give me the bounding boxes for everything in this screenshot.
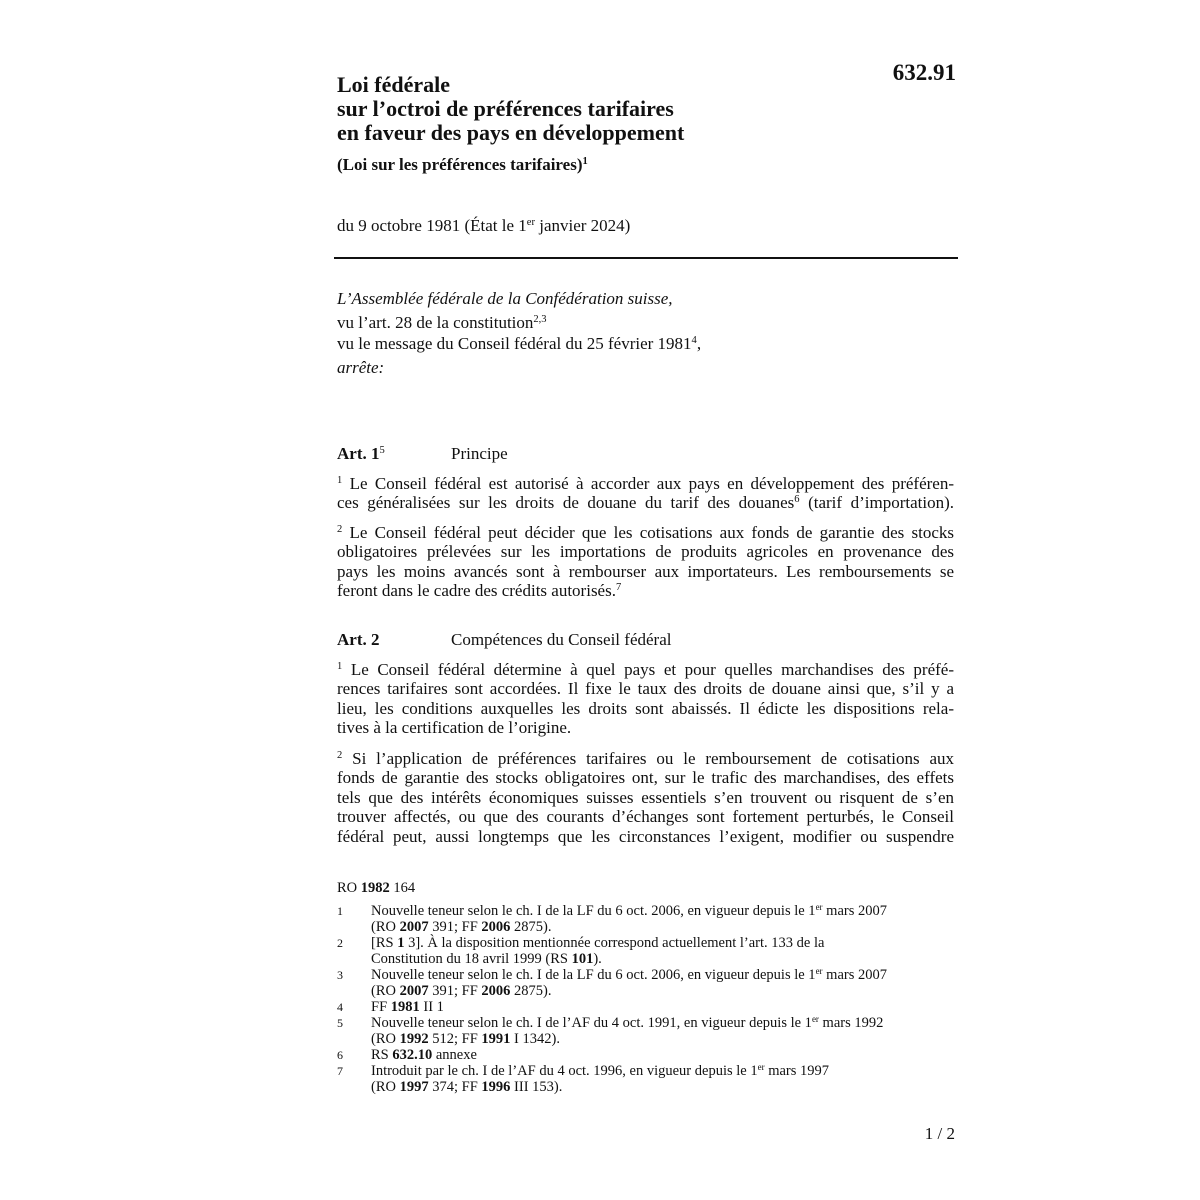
title-divider	[334, 257, 958, 259]
paragraph-number: 1	[337, 661, 343, 673]
footnote-number: 5	[337, 1016, 343, 1030]
paragraph-number: 2	[337, 524, 343, 536]
preamble-message: vu le message du Conseil fédéral du 25 février 1981$^4$,	[337, 334, 702, 353]
footnote-number: 6	[337, 1048, 343, 1062]
paragraph: $^2$ Si l’application de préférences tarifaires ou le remboursement de cotisations aux fonds de garantie des stocks obligatoires ont, sur le trafic des marchandises, des effets tels que des intérêts économiques suisses essentiels s’en trouvent ou risquent de s’en trouver affectés, ou que des courants d’échanges sont fortement perturbés, le Conseil fédéral peut, aussi longtemps que les circonstances l’exigent, modifier ou suspendre	[337, 749, 955, 846]
paragraph-number: 1	[337, 475, 343, 487]
article-number: Art. 2	[337, 630, 380, 649]
enacting-body: L’Assemblée fédérale de la Confédération suisse,	[337, 289, 673, 308]
footnote-ref[interactable]: 5	[379, 445, 385, 457]
page-title	[337, 73, 684, 145]
article-title: Principe	[451, 444, 508, 463]
title-line: Loi fédérale	[337, 72, 451, 97]
paragraph: $^2$ Le Conseil fédéral peut décider que les cotisations aux fonds de garantie des stocks obligatoires prélevées sur les importations de produits agricoles en provenance des pays les moins avancés sont à rembourser aux importateurs. Les remboursements se feront dans le cadre des crédits autorisés.$^7$	[337, 523, 955, 601]
paragraph-number: 2	[337, 750, 343, 762]
preamble	[337, 288, 701, 378]
preamble-basis: vu l’art. 28 de la constitution$^{2,3}$	[337, 312, 547, 332]
footnote-number: 3	[337, 968, 343, 982]
article-heading	[337, 444, 508, 464]
paragraph: $^1$ Le Conseil fédéral est autorisé à accorder aux pays en développement des préféren- ces généralisées sur les droits de douane du tarif des douanes$^6$ (tarif d’importation).	[337, 474, 954, 513]
official-compilation-reference: RO 1982 164	[337, 880, 416, 896]
article-number: Art. $1^5$	[337, 444, 385, 463]
short-title: (Loi sur les préférences tarifaires)$^1$	[337, 155, 588, 174]
page-number: 1 / 2	[924, 1124, 955, 1143]
footnote-ref[interactable]: 2,3	[533, 313, 547, 325]
article-title: Compétences du Conseil fédéral	[451, 630, 672, 649]
title-line: en faveur des pays en développement	[337, 120, 685, 145]
footnote-number: 1	[337, 904, 343, 918]
document-number: 632.91	[892, 60, 956, 85]
footnote-ref[interactable]: 4	[691, 335, 697, 347]
footnote-number: 7	[337, 1064, 343, 1078]
paragraph: $^1$ Le Conseil fédéral détermine à quel pays et pour quelles marchandises des préfé- rences tarifaires sont accordées. Il fixe le taux des droits de douane ainsi que, s’il y a lieu, les conditions auxquelles les droits sont abaissés. Il édicte les dispositions rela- tives à la certification de l’origine.	[337, 660, 955, 738]
footnote-ref[interactable]: 1	[582, 156, 588, 168]
article-heading	[337, 630, 671, 650]
footnote-ref[interactable]: 7	[615, 582, 622, 594]
title-line: sur l’octroi de préférences tarifaires	[337, 96, 674, 121]
decree-word: arrête:	[337, 357, 385, 377]
footnote-number: 4	[337, 1000, 343, 1014]
date-line: du 9 octobre 1981 (État le 1er janvier 2024)	[337, 216, 631, 235]
footnote-ref[interactable]: 6	[794, 494, 800, 506]
footnote-number: 2	[337, 936, 343, 950]
